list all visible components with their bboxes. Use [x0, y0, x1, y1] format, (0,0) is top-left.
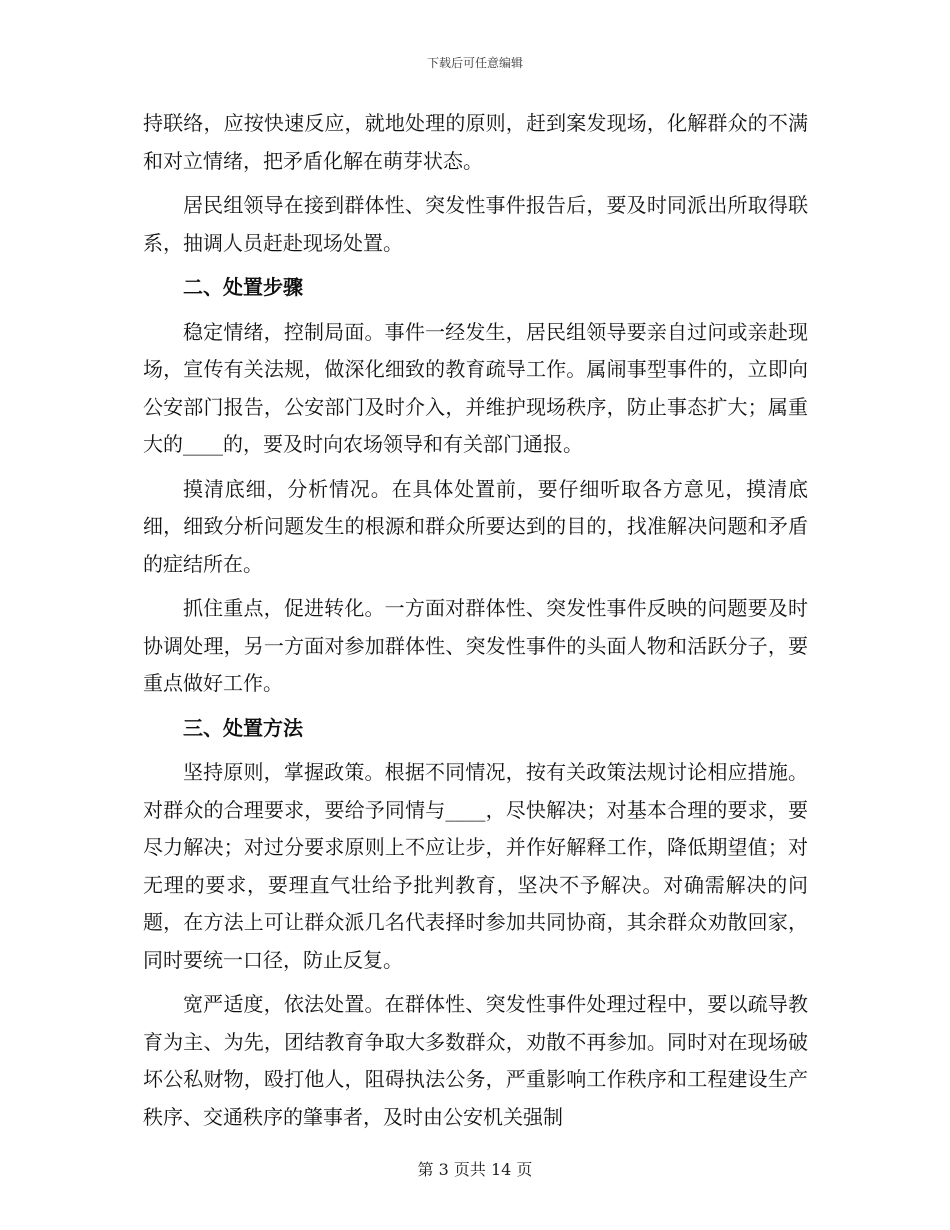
section-heading-methods: 三、处置方法	[183, 715, 303, 740]
page-header: 下载后可任意编辑	[426, 56, 523, 70]
paragraph-continuation: 持联络，应按快速反应，就地处理的原则，赶到案发现场，化解群众的不满和对立情绪，把矛盾化解在萌芽状态。	[143, 111, 808, 173]
paragraph-focus: 抓住重点，促进转化。一方面对群体性、突发性事件反映的问题要及时协调处理，另一方面对参加群体性、突发性事件的头面人物和活跃分子，要重点做好工作。	[143, 596, 808, 695]
paragraph-report-contact: 居民组领导在接到群体性、突发性事件报告后，要及时同派出所取得联系，抽调人员赶赴现场处置。	[143, 193, 808, 255]
paragraph-investigate: 摸清底细，分析情况。在具体处置前，要仔细听取各方意见，摸清底细，细致分析问题发生的根源和群众所要达到的目的，找准解决问题和矛盾的症结所在。	[143, 476, 808, 576]
document-body	[143, 105, 808, 1143]
paragraph-stabilize: 稳定情绪，控制局面。事件一经发生，居民组领导要亲自过问或亲赴现场，宣传有关法规，做深化细致的教育疏导工作。属闹事型事件的，立即向公安部门报告，公安部门及时介入，并维护现场秩序，防止事态扩大；属重大的____的，要及时向农场领导和有关部门通报。	[143, 319, 808, 456]
paragraph-lawful-handling: 宽严适度，依法处置。在群体性、突发性事件处理过程中，要以疏导教育为主、为先，团结教育争取大多数群众，劝散不再参加。同时对在现场破坏公私财物，殴打他人，阻碍执法公务，严重影响工作秩序和工程建设生产秩序、交通秩序的肇事者，及时由公安机关强制	[143, 992, 808, 1129]
paragraph-principles: 坚持原则，掌握政策。根据不同情况，按有关政策法规讨论相应措施。对群众的合理要求，要给予同情与____，尽快解决；对基本合理的要求，要尽力解决；对过分要求原则上不应让步，并作好解释工作，降低期望值；对无理的要求，要理直气壮给予批判教育，坚决不予解决。对确需解决的问题，在方法上可让群众派几名代表择时参加共同协商，其余群众劝散回家，同时要统一口径，防止反复。	[143, 760, 808, 972]
page-number: 第 3 页共 14 页	[417, 1160, 533, 1179]
section-heading-steps: 二、处置步骤	[183, 275, 303, 299]
